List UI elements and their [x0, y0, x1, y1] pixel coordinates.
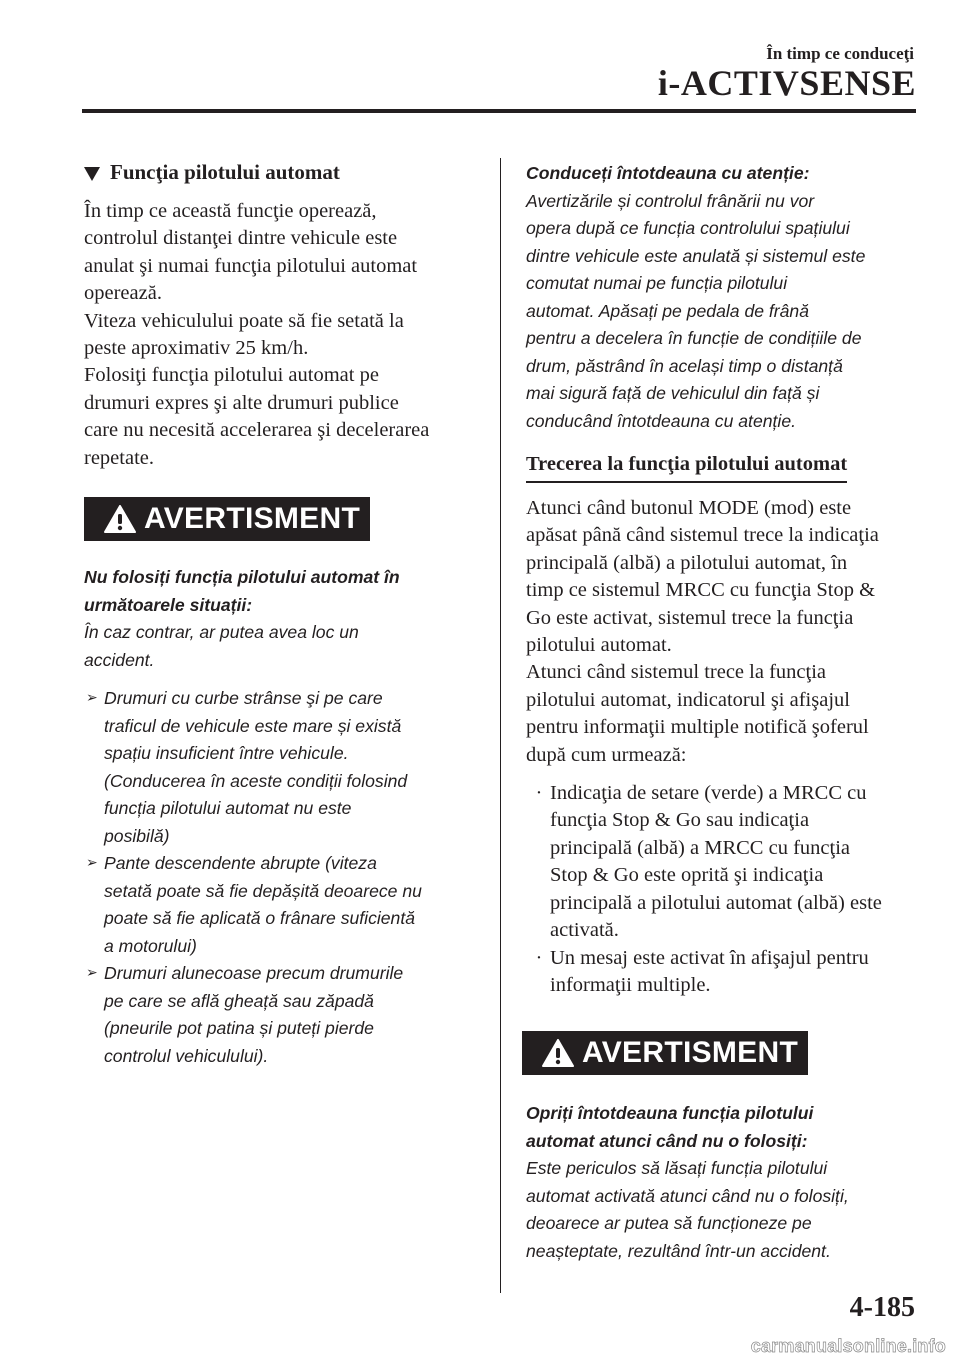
text-line: peste aproximativ 25 km/h. [84, 337, 309, 360]
text-line: pilotului automat, indicatorul şi afişajul [526, 688, 850, 711]
text-line: posibilă) [104, 825, 170, 846]
list-item [526, 780, 921, 944]
text-line: comutat numai pe funcția pilotului [526, 273, 788, 293]
warning-triangle-icon [542, 1039, 574, 1067]
warning-banner [84, 497, 370, 541]
warning-triangle-icon [104, 505, 136, 533]
mode-paragraph [526, 495, 921, 769]
text-line: Avertizările și controlul frânării nu vor [526, 190, 815, 211]
text-line: pilotului automat. [526, 634, 672, 657]
list-item [526, 945, 921, 1000]
text-line: opera după ce funcția controlului spațiului [526, 218, 850, 238]
text-line: deoarece ar putea să funcționeze pe [526, 1213, 812, 1234]
text-line: poate să fie aplicată o frânare suficientă [104, 908, 416, 929]
text-line: pentru informaţii multiple notifică şoferul [526, 716, 869, 739]
text-line: principală (albă) a pilotului automat, în [526, 551, 848, 574]
text-line: Stop & Go este oprită şi indicaţia [550, 864, 824, 887]
triangle-down-icon [84, 167, 100, 181]
list-item [84, 850, 469, 960]
list-item [84, 685, 469, 850]
text-line: anulat şi numai funcţia pilotului automat [84, 254, 418, 277]
text-line: repetate. [84, 446, 154, 469]
text-line: automat. Apăsați pe pedala de frână [526, 300, 810, 321]
text-line: Drumuri alunecoase precum drumurile [104, 963, 404, 984]
intro-paragraph [84, 198, 469, 472]
text-line: setată poate să fie depășită deoarece nu [104, 880, 422, 901]
arrow-bullet-icon: ➢ [86, 965, 98, 982]
warning-label: AVERTISMENT [582, 1036, 799, 1070]
text-line: Folosiţi funcţia pilotului automat pe [84, 364, 379, 387]
text-line: Este periculos să lăsați funcția pilotului [526, 1158, 828, 1179]
warning-label: AVERTISMENT [144, 502, 361, 536]
dot-bullet-icon: · [535, 946, 543, 969]
text-line: activată. [550, 919, 619, 942]
dot-bullet-icon: · [535, 782, 543, 805]
text-line: În caz contrar, ar putea avea loc un [84, 622, 359, 643]
page-number: 4-185 [849, 1292, 915, 1323]
text-line: Opriți întotdeauna funcția pilotului [526, 1103, 814, 1124]
text-line: accident. [84, 649, 155, 670]
text-line: Viteza vehiculului poate să fie setată la [84, 309, 404, 332]
text-line: funcția pilotului automat nu este [104, 798, 352, 819]
text-line: pentru a decelera în funcție de condițiile de [526, 328, 862, 348]
text-line: Indicaţia de setare (verde) a MRCC cu [550, 782, 867, 805]
text-line: Atunci când butonul MODE (mod) este [526, 497, 852, 519]
notify-list [526, 780, 921, 999]
text-line: mai sigură față de vehiculul din față și [526, 383, 820, 403]
text-line: principală a pilotului automat (albă) este [550, 891, 882, 914]
text-line: Atunci când sistemul trece la funcţia [526, 661, 826, 684]
text-line: apăsat până când sistemul trece la indicaţia [526, 524, 879, 547]
text-line: după cum urmează: [526, 743, 687, 766]
text-line: (pneurile pot patina și puteți pierde [104, 1018, 374, 1039]
text-line: următoarele situații: [84, 594, 253, 615]
arrow-bullet-icon: ➢ [86, 855, 98, 872]
warning-banner [522, 1031, 808, 1075]
section-heading-text: Funcţia pilotului automat [110, 160, 340, 184]
text-line: conducând întotdeauna cu atenție. [526, 410, 796, 431]
text-line: Drumuri cu curbe strânse şi pe care [104, 688, 383, 709]
header-title: i-ACTIVSENSE [657, 63, 916, 103]
left-column [84, 160, 469, 1070]
text-line: controlul distanţei dintre vehicule este [84, 227, 398, 250]
text-line: timp ce sistemul MRCC cu funcţia Stop & [526, 579, 876, 602]
text-line: drum, păstrând în același timp o distanță [526, 355, 843, 376]
warning-bold-text [84, 564, 469, 619]
arrow-bullet-icon: ➢ [86, 690, 98, 707]
warning-list [84, 685, 469, 1070]
text-line: Nu folosiți funcția pilotului automat în [84, 567, 400, 588]
sub-heading: Trecerea la funcţia pilotului automat [526, 451, 847, 483]
caution-bold-text: Conduceți întotdeauna cu atenție: [526, 163, 810, 183]
text-line: traficul de vehicule este mare și există [104, 715, 402, 736]
text-line: Un mesaj este activat în afişajul pentru [550, 946, 869, 969]
list-item [84, 960, 469, 1070]
text-line: principală (albă) a MRCC cu funcţia [550, 836, 850, 859]
text-line: drumuri expres şi alte drumuri publice [84, 391, 399, 414]
text-line: pe care se află gheață sau zăpadă [104, 990, 374, 1011]
warning-text [526, 1155, 921, 1265]
text-line: neașteptate, rezultând într-un accident. [526, 1240, 831, 1261]
text-line: Pante descendente abrupte (viteza [104, 853, 377, 874]
text-line: automat activată atunci când nu o folosiți, [526, 1185, 849, 1206]
caution-text [526, 188, 921, 436]
text-line: spațiu insuficient între vehicule. [104, 743, 349, 764]
text-line: În timp ce această funcţie operează, [84, 200, 377, 222]
text-line: operează. [84, 282, 162, 305]
header-section-label: În timp ce conduceţi [766, 44, 914, 63]
text-line: (Conducerea în aceste condiții folosind [104, 770, 408, 791]
warning-bold-text [526, 1100, 921, 1155]
text-line: funcţia Stop & Go sau indicaţia [550, 809, 810, 832]
watermark-text: carmanualsonline.info [750, 1336, 946, 1356]
right-column [526, 160, 921, 1265]
text-line: a motorului) [104, 935, 197, 956]
text-line: dintre vehicule este anulată și sistemul este [526, 245, 866, 266]
text-line: automat atunci când nu o folosiți: [526, 1130, 808, 1151]
section-heading [84, 160, 469, 185]
header-rule [82, 109, 916, 113]
column-divider [500, 158, 501, 1293]
text-line: care nu necesită accelerarea şi decelerarea [84, 419, 430, 442]
text-line: Go este activat, sistemul trece la funcţia [526, 606, 854, 629]
text-line: informaţii multiple. [550, 973, 711, 996]
text-line: controlul vehiculului). [104, 1045, 269, 1066]
warning-text [84, 619, 469, 674]
